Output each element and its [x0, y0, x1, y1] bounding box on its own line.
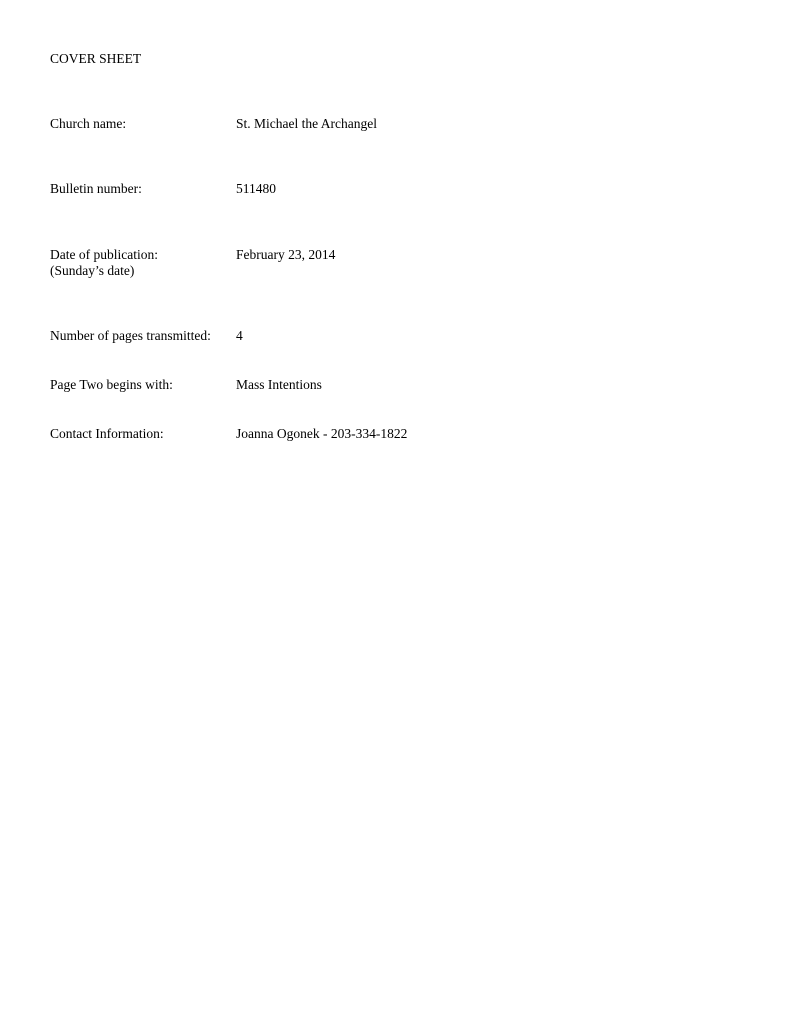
contact-info-value: Joanna Ogonek - 203-334-1822 [236, 426, 408, 441]
church-name-value: St. Michael the Archangel [236, 116, 377, 131]
page-title: COVER SHEET [50, 51, 142, 66]
pages-transmitted-value: 4 [236, 328, 243, 343]
contact-info-label: Contact Information: [50, 426, 164, 441]
publication-date-sublabel: (Sunday’s date) [50, 263, 135, 278]
page-two-value: Mass Intentions [236, 377, 322, 392]
publication-date-label: Date of publication: [50, 247, 158, 262]
publication-date-value: February 23, 2014 [236, 247, 336, 262]
bulletin-number-value: 511480 [236, 181, 276, 196]
pages-transmitted-label: Number of pages transmitted: [50, 328, 211, 343]
page-two-label: Page Two begins with: [50, 377, 173, 392]
church-name-label: Church name: [50, 116, 127, 131]
bulletin-number-label: Bulletin number: [50, 181, 142, 196]
